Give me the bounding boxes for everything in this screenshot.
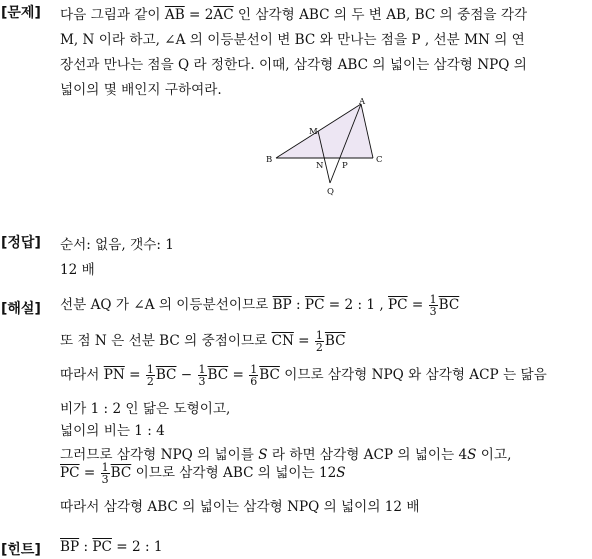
- solution-line-6: 그러므로 삼각형 NPQ 의 넓이를 S 라 하면 삼각형 ACP 의 넓이는 4S 이고,: [60, 447, 512, 463]
- triangle-figure: [262, 96, 392, 202]
- solution-line-7: $\overline{PC}$ = $\frac{1}{3}$ $\overline{BC}$ 이므로 삼각형 ABC 의 넓이는 12S: [60, 461, 346, 486]
- solution-line-2: 또 점 N 은 선분 BC 의 중점이므로 $\overline{CN}$ = $\frac{1}{2}$ $\overline{BC}$: [60, 329, 346, 354]
- label-m: M: [309, 127, 318, 137]
- label-b: B: [266, 155, 273, 165]
- fraction-one-sixth: $\frac{1}{6}$: [250, 363, 258, 388]
- hint-line: $\overline{BP}$ : $\overline{PC} = 2$ : 1: [60, 539, 163, 555]
- answer-tag: [정답]: [1, 235, 41, 251]
- solution-tag: [해설]: [1, 301, 41, 317]
- label-c: C: [376, 155, 383, 165]
- hint-tag: [힌트]: [1, 542, 41, 558]
- fraction-one-third: $\frac{1}{3}$: [429, 293, 437, 318]
- solution-line-4: 비가 1 : 2 인 닮은 도형이고,: [60, 401, 231, 417]
- problem-tag: [문제]: [1, 5, 41, 21]
- problem-line-3: 장선과 만나는 점을 Q 라 정한다. 이때, 삼각형 ABC 의 넓이는 삼각형 NPQ 의: [60, 57, 527, 73]
- label-q: Q: [327, 187, 334, 197]
- solution-line-1: 선분 AQ 가 ∠A 의 이등분선이므로 $\overline{BP}$ : $\overline{PC} = 2$ : 1 , $\overline{PC}$ = $\frac{1}{3}$ $\overline{BC}$: [60, 293, 460, 318]
- problem-line-4: 넓이의 몇 배인지 구하여라.: [60, 82, 222, 98]
- fraction-one-half: $\frac{1}{2}$: [315, 329, 323, 354]
- label-n: N: [316, 161, 324, 171]
- label-a: A: [359, 97, 366, 107]
- solution-line-8: 따라서 삼각형 ABC 의 넓이는 삼각형 NPQ 의 넓이의 12 배: [60, 499, 420, 515]
- solution-line-5: 넓이의 비는 1 : 4: [60, 423, 165, 439]
- answer-line-1: 순서: 없음, 갯수: 1: [60, 237, 174, 253]
- problem-line-2: M, N 이라 하고, ∠A 의 이등분선이 변 BC 와 만나는 점을 P , 선분 MN 의 연: [60, 32, 525, 48]
- segment-ab: $\overline{AB}$: [164, 7, 185, 23]
- segment-ac: $\overline{AC}$: [213, 7, 234, 23]
- problem-line-1: 다음 그림과 같이 $\overline{AB} = 2\overline{AC}$ 인 삼각형 ABC 의 두 변 AB, BC 의 중점을 각각: [60, 7, 528, 23]
- triangle-abc-fill: [276, 104, 373, 158]
- solution-line-3: 따라서 $\overline{PN}$ = $\frac{1}{2}$ $\overline{BC}$ − $\frac{1}{3}$ $\overline{BC}$ = $\frac{1}{6}$ $\overline{BC}$ 이므로 삼각형 NPQ 와 삼각형 ACP 는 닮음: [60, 363, 547, 388]
- answer-line-2: 12 배: [60, 262, 95, 278]
- label-p: P: [342, 161, 348, 171]
